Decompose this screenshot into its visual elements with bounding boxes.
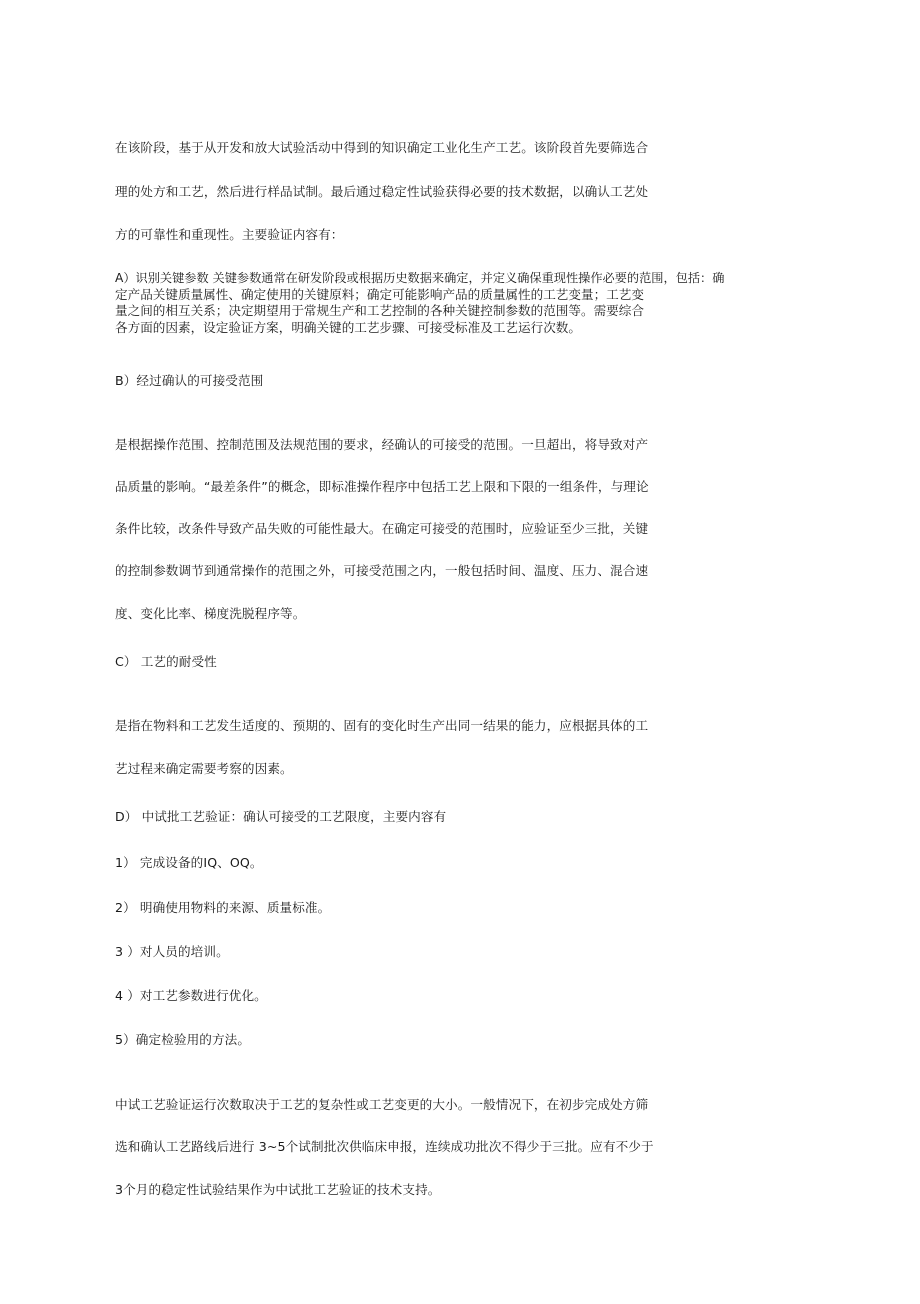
conclusion-line-3: 3个月的稳定性试验结果作为中试批工艺验证的技术支持。 [115, 1182, 441, 1197]
section-d-item-2: 2） 明确使用物料的来源、质量标准。 [115, 900, 331, 915]
section-c-heading: C） 工艺的耐受性 [115, 654, 217, 669]
section-a-line-3: 量之间的相互关系；决定期望用于常规生产和工艺控制的各种关键控制参数的范围等。需要综合 [115, 303, 644, 318]
section-d-item-5: 5）确定检验用的方法。 [115, 1032, 251, 1047]
intro-line-2: 理的处方和工艺，然后进行样品试制。最后通过稳定性试验获得必要的技术数据，以确认工艺处 [115, 184, 649, 199]
section-a-line-1: A）识别关键参数 关键参数通常在研发阶段或根据历史数据来确定，并定义确保重现性操作必要的范围，包括：确 [115, 271, 725, 285]
section-c-line-1: 是指在物料和工艺发生适度的、预期的、固有的变化时生产出同一结果的能力，应根据具体的工 [115, 718, 649, 733]
section-b-line-3: 条件比较，改条件导致产品失败的可能性最大。在确定可接受的范围时，应验证至少三批，关键 [115, 521, 649, 536]
section-c-line-2: 艺过程来确定需要考察的因素。 [115, 761, 293, 776]
section-d-item-1: 1） 完成设备的IQ、OQ。 [115, 855, 263, 870]
section-a-line-2: 定产品关键质量属性、确定使用的关键原料；确定可能影响产品的质量属性的工艺变量；工艺变 [115, 286, 644, 302]
section-b-line-2: 品质量的影响。“最差条件”的概念，即标准操作程序中包括工艺上限和下限的一组条件，与理论 [115, 479, 649, 494]
conclusion-line-1: 中试工艺验证运行次数取决于工艺的复杂性或工艺变更的大小。一般情况下，在初步完成处方筛 [115, 1097, 649, 1112]
section-a-line-4: 各方面的因素，设定验证方案，明确关键的工艺步骤、可接受标准及工艺运行次数。 [115, 319, 581, 335]
section-d-item-3: 3 ）对人员的培训。 [115, 944, 229, 959]
section-b-line-1: 是根据操作范围、控制范围及法规范围的要求，经确认的可接受的范围。一旦超出，将导致对产 [115, 437, 649, 452]
section-b-line-4: 的控制参数调节到通常操作的范围之外，可接受范围之内，一般包括时间、温度、压力、混合速 [115, 563, 649, 578]
section-d-item-4: 4 ）对工艺参数进行优化。 [115, 988, 267, 1003]
section-b-heading: B）经过确认的可接受范围 [115, 373, 264, 388]
section-a-paragraph [115, 270, 805, 336]
section-d-heading: D） 中试批工艺验证：确认可接受的工艺限度，主要内容有 [115, 809, 447, 824]
intro-line-1: 在该阶段，基于从开发和放大试验活动中得到的知识确定工业化生产工艺。该阶段首先要筛选合 [115, 140, 649, 155]
conclusion-line-2: 选和确认工艺路线后进行 3~5个试制批次供临床申报，连续成功批次不得少于三批。应有不少于 [115, 1139, 654, 1154]
intro-line-3: 方的可靠性和重现性。主要验证内容有： [115, 227, 344, 242]
section-b-line-5: 度、变化比率、梯度洗脱程序等。 [115, 606, 306, 621]
